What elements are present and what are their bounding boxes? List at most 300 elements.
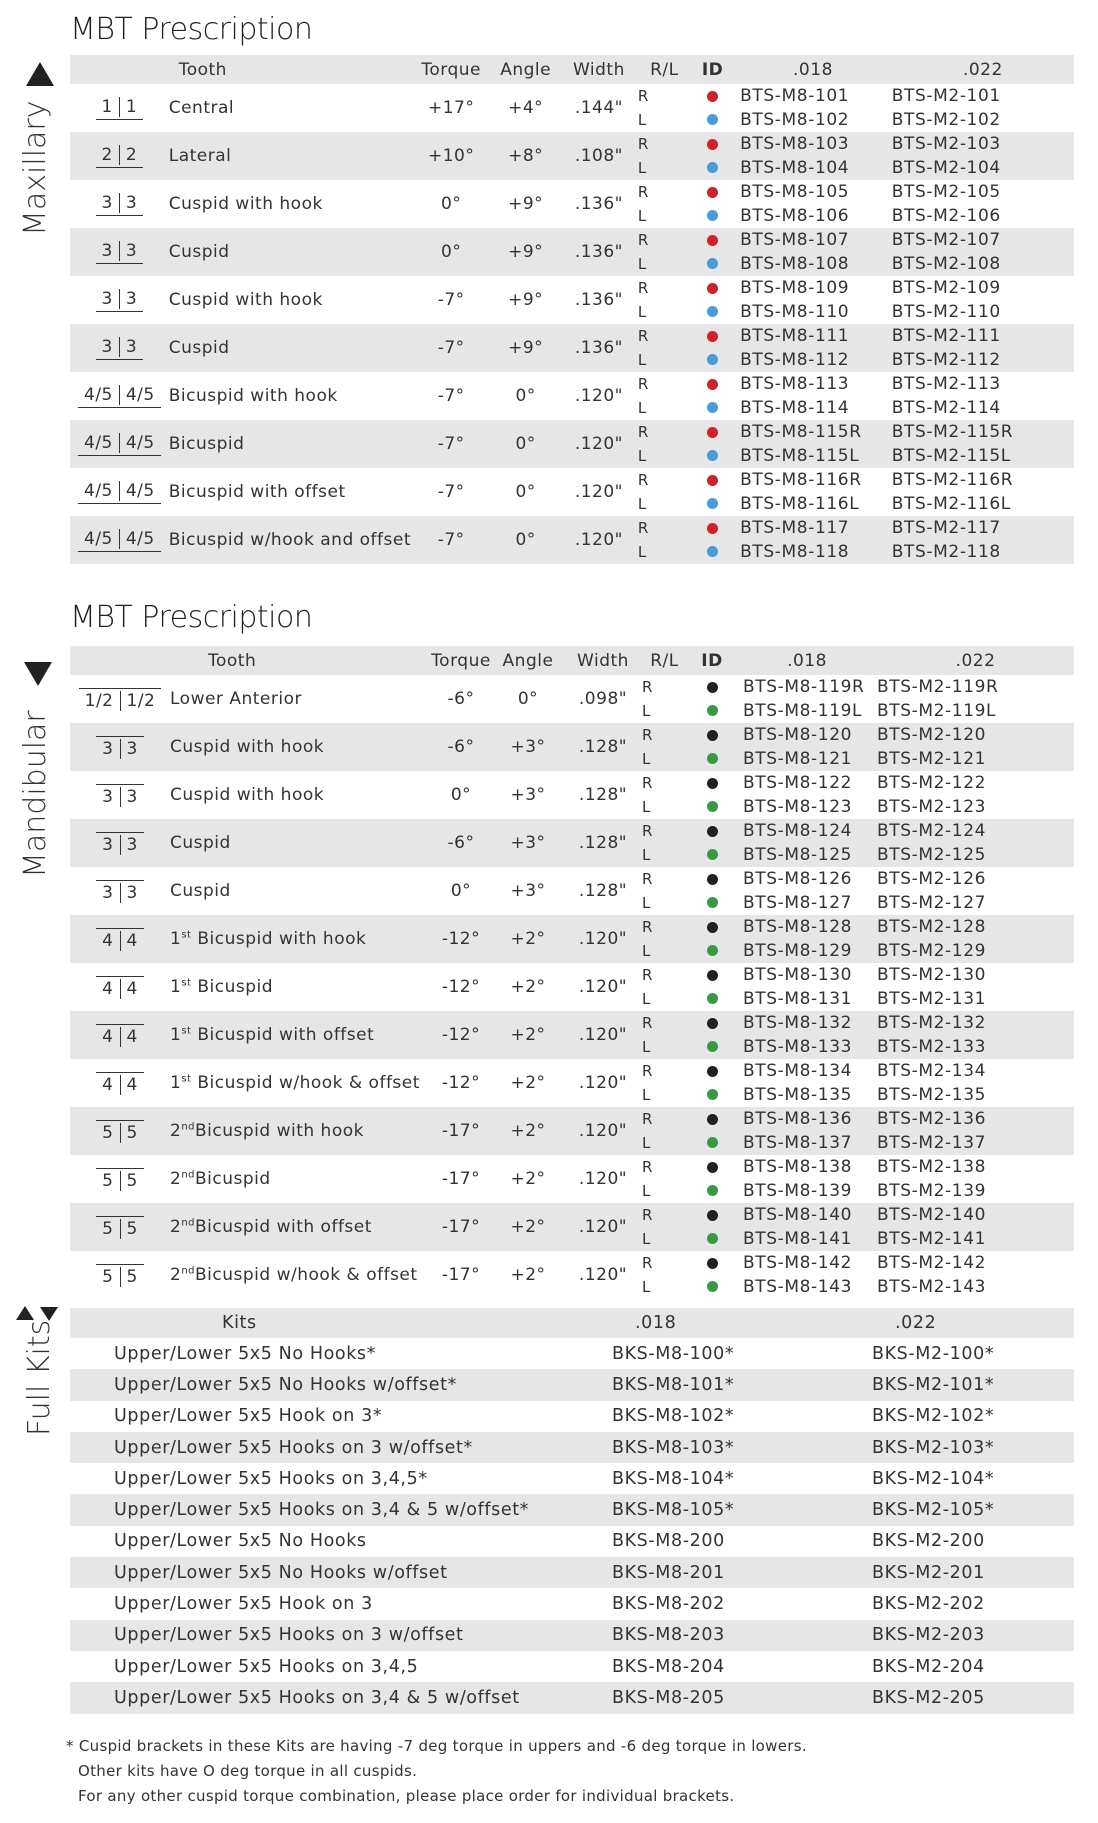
kit-row <box>70 1557 1074 1588</box>
code-left: BTS-M2-135 <box>877 1085 987 1105</box>
kit-row <box>70 1526 1074 1557</box>
code-018-cell <box>737 675 877 723</box>
table-row <box>70 1155 1074 1203</box>
tooth-number-cell <box>70 84 169 132</box>
code-right: BTS-M2-113 <box>891 374 1001 394</box>
width-value: .120" <box>560 516 638 564</box>
code-lines <box>740 420 892 468</box>
kit-name: Upper/Lower 5x5 No Hooks w/offset* <box>70 1369 550 1400</box>
angle-value: +3° <box>510 881 546 901</box>
code-lines <box>877 1203 1074 1251</box>
rl-right: R <box>637 327 649 345</box>
tooth-name-text: Bicuspid with hook <box>168 386 338 406</box>
code-right: BTS-M2-132 <box>877 1013 987 1033</box>
left-id-dot-icon <box>707 306 718 317</box>
code-left: BTS-M8-114 <box>740 398 850 418</box>
arrow-down-icon <box>24 662 52 686</box>
tooth-number-right: 1 <box>125 96 138 117</box>
tooth-number-cell <box>70 276 169 324</box>
rl-lines <box>638 132 691 180</box>
tooth-number-right: 3 <box>126 882 138 903</box>
rl-cell <box>638 420 691 468</box>
code-lines <box>740 516 892 564</box>
footnote-line-1: * Cuspid brackets in these Kits are having -7 deg torque in uppers and -6 deg torque in lowers. <box>66 1737 807 1755</box>
torque-value: 0° <box>450 785 472 805</box>
code-right: BTS-M2-117 <box>891 518 1001 538</box>
rl-lines <box>642 819 687 867</box>
tooth-name <box>170 1203 430 1251</box>
kit-code-022: BKS-M2-204 <box>872 1656 985 1677</box>
rl-left: L <box>637 255 647 273</box>
width-value: .108" <box>560 132 638 180</box>
code-left: BTS-M8-121 <box>743 749 853 769</box>
torque-value: -12° <box>430 1011 492 1059</box>
code-left: BTS-M8-135 <box>743 1085 853 1105</box>
id-dots <box>687 1012 737 1058</box>
rl-right: R <box>642 822 653 840</box>
code-left: BTS-M2-123 <box>877 797 987 817</box>
rl-right: R <box>642 918 653 936</box>
code-right: BTS-M2-130 <box>877 965 987 985</box>
width-value: .120" <box>564 1203 642 1251</box>
code-018-cell <box>734 276 892 324</box>
width-value: .128" <box>578 785 628 805</box>
rl-right: R <box>642 1158 653 1176</box>
rl-lines <box>638 84 691 132</box>
code-left: BTS-M8-143 <box>743 1277 853 1297</box>
width-value: .120" <box>578 1265 628 1285</box>
angle-value: +8° <box>491 132 560 180</box>
code-left: BTS-M2-125 <box>877 845 987 865</box>
kit-row <box>70 1588 1074 1619</box>
id-cell <box>687 1011 737 1059</box>
code-right: BTS-M8-120 <box>743 725 853 745</box>
right-id-dot-icon <box>707 874 718 885</box>
tooth-name <box>169 84 411 132</box>
code-lines <box>740 228 892 276</box>
angle-value: 0° <box>491 516 560 564</box>
code-left: BTS-M2-119L <box>877 701 997 721</box>
code-018-cell <box>737 771 877 819</box>
table-row <box>70 1011 1074 1059</box>
table-row <box>70 1059 1074 1107</box>
code-right: BTS-M8-117 <box>740 518 850 538</box>
header-angle: Angle <box>491 55 560 84</box>
tooth-number-cell <box>70 516 169 564</box>
kit-code-018: BKS-M8-204 <box>612 1656 725 1677</box>
left-id-dot-icon <box>707 354 718 365</box>
kit-code-022: BKS-M2-105* <box>810 1494 1074 1525</box>
width-value: .136" <box>560 324 638 372</box>
code-018-cell <box>734 324 892 372</box>
tooth-number-cell <box>70 372 169 420</box>
tooth-number-left: 3 <box>96 835 120 855</box>
rl-right: R <box>637 87 649 105</box>
tooth-name <box>169 228 411 276</box>
kit-code-018: BKS-M8-102* <box>612 1406 735 1427</box>
code-lines <box>892 516 1074 564</box>
code-018-cell <box>737 1011 877 1059</box>
tooth-number-cell <box>70 468 169 516</box>
tooth-number-left: 5 <box>96 1171 120 1191</box>
rl-right: R <box>642 1254 653 1272</box>
id-dots <box>687 1204 737 1250</box>
table-row <box>70 276 1074 324</box>
table-row <box>70 516 1074 564</box>
id-cell <box>687 819 737 867</box>
left-id-dot-icon <box>707 114 718 125</box>
code-018-cell <box>737 819 877 867</box>
kit-name: Upper/Lower 5x5 Hook on 3 <box>114 1594 373 1615</box>
right-id-dot-icon <box>707 475 718 486</box>
code-lines <box>743 1059 877 1107</box>
rl-cell <box>638 180 691 228</box>
angle-value: +9° <box>508 290 544 310</box>
code-018-cell <box>737 1059 877 1107</box>
header-018: .018 <box>550 1308 810 1338</box>
kit-name: Upper/Lower 5x5 Hooks on 3 w/offset <box>70 1620 550 1651</box>
code-lines <box>877 1155 1074 1203</box>
tooth-number-right: 1/2 <box>126 690 156 711</box>
id-dots <box>687 820 737 866</box>
tooth-name-text: Cuspid <box>168 338 230 358</box>
width-value: .128" <box>564 723 642 771</box>
code-lines <box>743 723 877 771</box>
table-row <box>70 819 1074 867</box>
angle-value: +2° <box>492 1107 564 1155</box>
kit-name: Upper/Lower 5x5 No Hooks* <box>114 1343 376 1364</box>
code-left: BTS-M8-137 <box>743 1133 853 1153</box>
code-lines <box>892 132 1074 180</box>
angle-value: 0° <box>515 386 536 406</box>
rl-left: L <box>637 399 647 417</box>
code-lines <box>743 1251 877 1299</box>
width-value: .120" <box>574 482 623 502</box>
id-dots <box>691 181 734 227</box>
code-018-cell <box>734 372 892 420</box>
code-lines <box>743 1203 877 1251</box>
kits-header-row <box>70 1308 1074 1338</box>
tooth-number-left: 4 <box>96 1027 120 1047</box>
header-kits: Kits <box>70 1308 550 1338</box>
code-right: BTS-M2-103 <box>891 134 1001 154</box>
rl-left: L <box>642 702 651 720</box>
rl-lines <box>638 324 691 372</box>
left-id-dot-icon <box>707 945 718 956</box>
tooth-number-cell <box>70 1251 170 1299</box>
left-id-dot-icon <box>707 1281 718 1292</box>
tooth-number-left: 3 <box>96 289 120 309</box>
tooth-name <box>170 1059 430 1107</box>
angle-value: 0° <box>517 689 539 709</box>
rl-left: L <box>642 1182 651 1200</box>
header-angle: Angle <box>492 646 564 675</box>
rl-right: R <box>637 519 649 537</box>
tooth-number-right: 3 <box>125 288 138 309</box>
rl-left: L <box>637 351 647 369</box>
right-id-dot-icon <box>707 970 718 981</box>
code-left: BTS-M8-129 <box>743 941 853 961</box>
code-left: BTS-M8-116L <box>740 494 860 514</box>
angle-value: +9° <box>491 324 560 372</box>
header-022: .022 <box>877 646 1074 675</box>
tooth-name <box>170 1011 430 1059</box>
width-value: .128" <box>578 881 628 901</box>
id-cell <box>687 1107 737 1155</box>
tooth-quadrant <box>96 1264 144 1287</box>
tooth-number-right: 5 <box>126 1218 138 1239</box>
tooth-quadrant <box>78 481 161 504</box>
code-right: BTS-M8-113 <box>740 374 850 394</box>
code-right: BTS-M8-119R <box>743 677 865 697</box>
code-022-cell <box>892 468 1074 516</box>
code-lines <box>892 372 1074 420</box>
code-lines <box>743 771 877 819</box>
kit-code-018: BKS-M8-201 <box>550 1557 810 1588</box>
footnote <box>66 1734 807 1809</box>
code-left: BTS-M8-115L <box>740 446 860 466</box>
code-right: BTS-M8-142 <box>743 1253 853 1273</box>
code-lines <box>743 675 877 723</box>
id-cell <box>687 1251 737 1299</box>
tooth-number-right: 3 <box>125 240 138 261</box>
right-id-dot-icon <box>707 139 718 150</box>
code-right: BTS-M2-101 <box>891 86 1001 106</box>
ordinal-suffix: nd <box>181 1265 196 1277</box>
rl-cell <box>638 276 691 324</box>
right-id-dot-icon <box>707 331 718 342</box>
rl-lines <box>642 915 687 963</box>
maxillary-table <box>70 55 1074 564</box>
right-id-dot-icon <box>707 730 718 741</box>
code-right: BTS-M2-138 <box>877 1157 987 1177</box>
rl-right: R <box>637 279 649 297</box>
id-dots <box>691 277 734 323</box>
rl-left: L <box>642 894 651 912</box>
code-022-cell <box>877 1203 1074 1251</box>
tooth-name-text: Cuspid <box>168 242 230 262</box>
tooth-number-left: 3 <box>96 739 120 759</box>
torque-value: -6° <box>447 689 475 709</box>
code-022-cell <box>877 771 1074 819</box>
tooth-name-text: 1 <box>170 977 182 997</box>
right-id-dot-icon <box>707 1162 718 1173</box>
id-cell <box>691 132 734 180</box>
tooth-name-rest: Bicuspid with hook <box>195 1121 364 1141</box>
width-value: .120" <box>564 1011 642 1059</box>
code-018-cell <box>737 963 877 1011</box>
width-value: .120" <box>574 386 623 406</box>
tooth-number-cell <box>70 180 169 228</box>
rl-right: R <box>642 870 653 888</box>
tooth-quadrant <box>96 736 144 759</box>
tooth-number-cell <box>70 1203 170 1251</box>
width-value: .120" <box>578 977 628 997</box>
rl-lines <box>642 963 687 1011</box>
code-022-cell <box>892 420 1074 468</box>
tooth-quadrant <box>96 1216 144 1239</box>
code-right: BTS-M8-111 <box>740 326 850 346</box>
code-right: BTS-M8-128 <box>743 917 853 937</box>
id-dots <box>691 85 734 131</box>
code-lines <box>877 1251 1074 1299</box>
code-left: BTS-M2-102 <box>891 110 1001 130</box>
arrow-up-small-icon <box>16 1306 34 1320</box>
id-dots <box>687 964 737 1010</box>
code-right: BTS-M2-105 <box>891 182 1001 202</box>
code-lines <box>740 84 892 132</box>
tooth-number-right: 3 <box>125 336 138 357</box>
id-cell <box>687 963 737 1011</box>
right-id-dot-icon <box>707 91 718 102</box>
rl-cell <box>642 1203 687 1251</box>
right-id-dot-icon <box>707 1114 718 1125</box>
rl-left: L <box>637 111 647 129</box>
code-lines <box>740 180 892 228</box>
code-lines <box>877 675 1074 723</box>
tooth-number-cell <box>70 867 170 915</box>
tooth-name-text: 2 <box>170 1265 182 1285</box>
table-row <box>70 915 1074 963</box>
code-left: BTS-M8-106 <box>740 206 850 226</box>
code-right: BTS-M8-124 <box>743 821 853 841</box>
torque-value: -6° <box>430 723 492 771</box>
tooth-number-right: 4 <box>126 930 138 951</box>
ordinal-suffix: nd <box>181 1121 196 1133</box>
rl-lines <box>642 771 687 819</box>
rl-lines <box>642 723 687 771</box>
tooth-quadrant <box>96 193 144 216</box>
table-row <box>70 675 1074 723</box>
rl-lines <box>638 276 691 324</box>
code-left: BTS-M8-123 <box>743 797 853 817</box>
tooth-name-text: 1 <box>170 1025 182 1045</box>
tooth-quadrant <box>96 832 144 855</box>
code-018-cell <box>737 867 877 915</box>
code-lines <box>740 468 892 516</box>
tooth-number-left: 4 <box>96 1075 120 1095</box>
code-022-cell <box>877 1059 1074 1107</box>
code-left: BTS-M8-127 <box>743 893 853 913</box>
tooth-quadrant <box>96 784 144 807</box>
tooth-name <box>170 915 430 963</box>
tooth-name-text: Cuspid <box>170 833 231 853</box>
kit-code-022: BKS-M2-205 <box>810 1682 1074 1713</box>
id-cell <box>691 516 734 564</box>
id-dots <box>691 325 734 371</box>
left-id-dot-icon <box>707 1233 718 1244</box>
torque-value: -17° <box>441 1265 481 1285</box>
mandibular-side-label: Mandibular <box>18 710 53 878</box>
code-lines <box>892 468 1074 516</box>
torque-value: -7° <box>411 420 491 468</box>
code-right: BTS-M8-136 <box>743 1109 853 1129</box>
table-row <box>70 1203 1074 1251</box>
code-lines <box>877 1107 1074 1155</box>
tooth-number-cell <box>70 819 170 867</box>
rl-cell <box>642 1155 687 1203</box>
width-value: .120" <box>578 1169 628 1189</box>
tooth-number-cell <box>70 228 169 276</box>
code-lines <box>877 1011 1074 1059</box>
rl-lines <box>638 180 691 228</box>
tooth-quadrant <box>96 241 144 264</box>
tooth-name <box>169 516 411 564</box>
code-022-cell <box>877 1011 1074 1059</box>
torque-value: -12° <box>441 977 481 997</box>
code-022-cell <box>892 180 1074 228</box>
header-022: .022 <box>892 55 1074 84</box>
kit-code-022: BKS-M2-203 <box>810 1620 1074 1651</box>
kit-code-022: BKS-M2-201 <box>810 1557 1074 1588</box>
kit-code-022: BKS-M2-202 <box>872 1594 985 1615</box>
left-id-dot-icon <box>707 210 718 221</box>
code-left: BTS-M2-114 <box>891 398 1001 418</box>
tooth-number-left: 2 <box>96 145 120 165</box>
code-lines <box>743 915 877 963</box>
rl-left: L <box>642 1134 651 1152</box>
right-id-dot-icon <box>707 427 718 438</box>
width-value: .120" <box>560 420 638 468</box>
code-lines <box>877 915 1074 963</box>
kit-code-018: BKS-M8-200 <box>612 1531 725 1552</box>
rl-left: L <box>637 207 647 225</box>
angle-value: 0° <box>515 482 536 502</box>
code-lines <box>743 867 877 915</box>
rl-right: R <box>637 135 649 153</box>
table-row <box>70 132 1074 180</box>
rl-lines <box>638 468 691 516</box>
table-row <box>70 372 1074 420</box>
id-dots <box>687 724 737 770</box>
table-row <box>70 771 1074 819</box>
code-left: BTS-M2-106 <box>891 206 1001 226</box>
kit-row <box>70 1401 1074 1432</box>
code-right: BTS-M8-107 <box>740 230 850 250</box>
code-right: BTS-M2-109 <box>891 278 1001 298</box>
tooth-name <box>170 963 430 1011</box>
tooth-name <box>170 1107 430 1155</box>
code-left: BTS-M8-108 <box>740 254 850 274</box>
maxillary-header-row <box>70 55 1074 84</box>
tooth-name <box>170 1155 430 1203</box>
rl-left: L <box>642 798 651 816</box>
code-left: BTS-M2-139 <box>877 1181 987 1201</box>
tooth-name-rest: Bicuspid <box>195 1169 271 1189</box>
rl-cell <box>642 867 687 915</box>
code-right: BTS-M8-105 <box>740 182 850 202</box>
code-left: BTS-M8-133 <box>743 1037 853 1057</box>
tooth-number-cell <box>70 1155 170 1203</box>
torque-value: -17° <box>430 1107 492 1155</box>
angle-value: +3° <box>492 723 564 771</box>
code-right: BTS-M8-109 <box>740 278 850 298</box>
code-right: BTS-M2-124 <box>877 821 987 841</box>
ordinal-suffix: nd <box>181 1169 196 1181</box>
id-cell <box>691 468 734 516</box>
tooth-name <box>169 420 411 468</box>
code-right: BTS-M8-126 <box>743 869 853 889</box>
rl-lines <box>642 1011 687 1059</box>
code-left: BTS-M8-112 <box>740 350 850 370</box>
id-cell <box>687 675 737 723</box>
right-id-dot-icon <box>707 1066 718 1077</box>
rl-lines <box>642 1251 687 1299</box>
tooth-number-right: 3 <box>125 192 138 213</box>
tooth-number-right: 5 <box>126 1170 138 1191</box>
table-row <box>70 84 1074 132</box>
right-id-dot-icon <box>707 1258 718 1269</box>
